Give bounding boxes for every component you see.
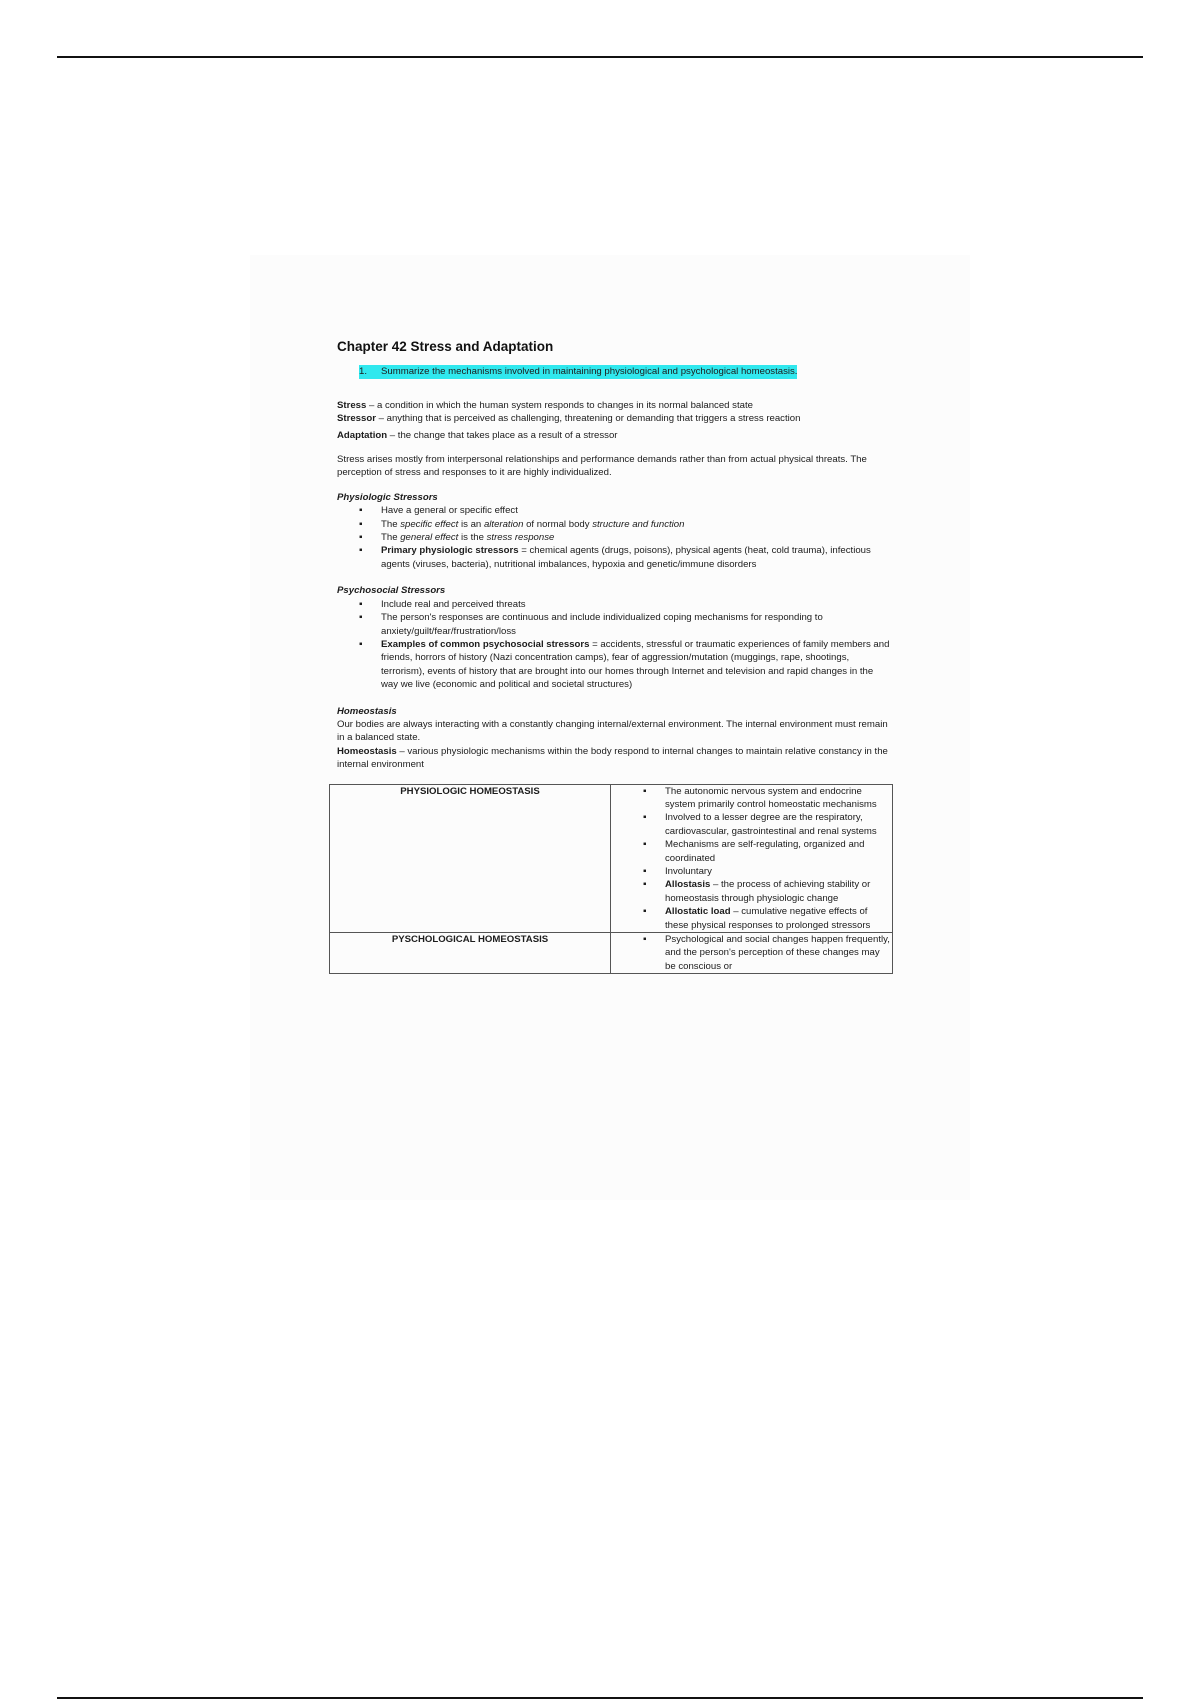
list-item: ▪ The autonomic nervous system and endocrine system primarily control homeostatic mechanisms [665, 785, 892, 812]
list-item: ▪ Examples of common psychosocial stressors = accidents, stressful or traumatic experiences of family members and friends, horrors of history (Nazi concentration camps), fear of aggression/mutation (muggings, rape, shootings, terrorism), events of history that are brought into our homes through Internet and television and rapid changes in the way we live (economic and political and societal structures) [381, 638, 892, 692]
psychosocial-stressors-list [337, 598, 892, 692]
list-item: ▪ Primary physiologic stressors = chemical agents (drugs, poisons), physical agents (heat, cold trauma), infectious agents (viruses, bacteria), nutritional imbalances, hypoxia and genetic/immune disorders [381, 544, 892, 571]
learning-objective [359, 365, 892, 378]
list-item: ▪ Allostasis – the process of achieving stability or homeostasis through physiologic change [665, 878, 892, 905]
physiologic-stressors-list [337, 504, 892, 571]
list-item: ▪ Psychological and social changes happen frequently, and the person's perception of these changes may be conscious or [665, 933, 892, 973]
list-item: ▪ Include real and perceived threats [381, 598, 892, 611]
list-item: ▪ The specific effect is an alteration of normal body structure and function [381, 518, 892, 531]
document-content [337, 340, 892, 974]
list-item: ▪ The general effect is the stress response [381, 531, 892, 544]
homeostasis-heading: Homeostasis [337, 705, 397, 717]
physiologic-homeostasis-cell [611, 784, 893, 932]
homeostasis-definition: Homeostasis – various physiologic mechanisms within the body respond to internal changes to maintain relative constancy in the internal environment [337, 745, 888, 771]
objective-text: Summarize the mechanisms involved in maintaining physiological and psychological homeostasis. [381, 366, 798, 378]
definition-stress: Stress – a condition in which the human system responds to changes in its normal balanced state [337, 399, 753, 411]
table-row [330, 933, 893, 974]
chapter-title: Chapter 42 Stress and Adaptation [337, 339, 554, 354]
physiologic-homeostasis-label: PHYSIOLOGIC HOMEOSTASIS [330, 784, 611, 932]
table-row [330, 784, 893, 932]
homeostasis-paragraph: Our bodies are always interacting with a constantly changing internal/external environment. The internal environment must remain in a balanced state. [337, 718, 888, 744]
list-item: ▪ Involved to a lesser degree are the respiratory, cardiovascular, gastrointestinal and renal systems [665, 811, 892, 838]
objective-number: 1. [359, 365, 381, 378]
physiologic-stressors-heading: Physiologic Stressors [337, 491, 438, 503]
list-item: ▪ Mechanisms are self-regulating, organized and coordinated [665, 838, 892, 865]
homeostasis-table [329, 784, 893, 975]
definition-stressor: Stressor – anything that is perceived as challenging, threatening or demanding that triggers a stress reaction [337, 413, 801, 425]
list-item: ▪ Allostatic load – cumulative negative effects of these physical responses to prolonged stressors [665, 905, 892, 932]
psychological-homeostasis-label: PYSCHOLOGICAL HOMEOSTASIS [330, 933, 611, 974]
list-item: ▪ The person's responses are continuous and include individualized coping mechanisms for responding to anxiety/guilt/fear/frustration/loss [381, 611, 892, 638]
psychosocial-stressors-heading: Psychosocial Stressors [337, 585, 446, 597]
bottom-rule [57, 1697, 1143, 1699]
psychological-homeostasis-cell [611, 933, 893, 974]
list-item: ▪ Have a general or specific effect [381, 504, 892, 517]
top-rule [57, 56, 1143, 58]
definition-adaptation: Adaptation – the change that takes place as a result of a stressor [337, 429, 618, 441]
stress-paragraph: Stress arises mostly from interpersonal relationships and performance demands rather than from actual physical threats. The perception of stress and responses to it are highly individualized. [337, 454, 867, 479]
list-item: ▪ Involuntary [665, 865, 892, 878]
